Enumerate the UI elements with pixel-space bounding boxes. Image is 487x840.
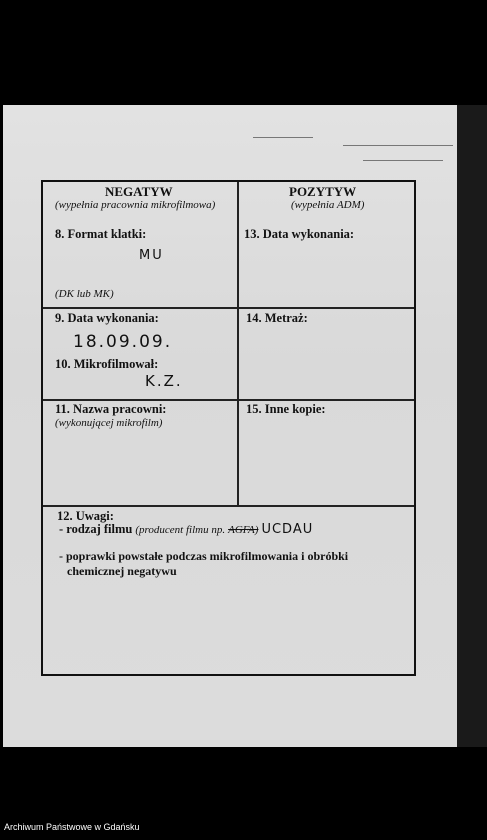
pozytyw-title: POZYTYW xyxy=(289,184,357,199)
film-edge xyxy=(457,105,487,747)
format-label: 8. Format klatki: xyxy=(55,227,147,241)
format-hint: (DK lub MK) xyxy=(55,288,114,300)
copies-label: 15. Inne kopie: xyxy=(246,402,326,416)
scratch-mark xyxy=(363,160,443,161)
negatyw-title: NEGATYW xyxy=(105,184,173,199)
archive-footer: Archiwum Państwowe w Gdańsku xyxy=(4,822,140,832)
negatyw-subtitle: (wypełnia pracownia mikrofilmowa) xyxy=(55,199,216,211)
format-value: MU xyxy=(139,248,164,263)
scratch-mark xyxy=(343,145,453,146)
negatyw-date-value: 18.09.09. xyxy=(73,332,173,352)
corrections-line1: - poprawki powstałe podczas mikrofilmowania i obróbki xyxy=(59,549,349,563)
row-divider xyxy=(43,307,414,309)
length-label: 14. Metraż: xyxy=(246,311,308,325)
lab-hint: (wykonującej mikrofilm) xyxy=(55,417,163,429)
film-type-label: - rodzaj filmu xyxy=(59,522,133,536)
operator-value: K.Z. xyxy=(145,372,183,390)
corrections-line2: chemicznej negatywu xyxy=(67,564,177,578)
microfilm-form xyxy=(41,180,416,676)
pozytyw-date-label: 13. Data wykonania: xyxy=(244,227,355,241)
uwagi-label: 12. Uwagi: xyxy=(57,509,114,523)
row-divider xyxy=(43,505,414,507)
column-divider xyxy=(237,182,239,505)
operator-label: 10. Mikrofilmował: xyxy=(55,357,159,371)
film-type-hint: (producent filmu np. xyxy=(135,524,226,536)
lab-label: 11. Nazwa pracowni: xyxy=(55,402,167,416)
film-type-value: UCDAU xyxy=(261,522,314,537)
row-divider xyxy=(43,399,414,401)
pozytyw-subtitle: (wypełnia ADM) xyxy=(291,199,365,211)
film-type-struck: AGFA) xyxy=(228,524,259,536)
scratch-mark xyxy=(253,137,313,138)
film-type-row xyxy=(59,522,313,537)
negatyw-date-label: 9. Data wykonania: xyxy=(55,311,159,325)
